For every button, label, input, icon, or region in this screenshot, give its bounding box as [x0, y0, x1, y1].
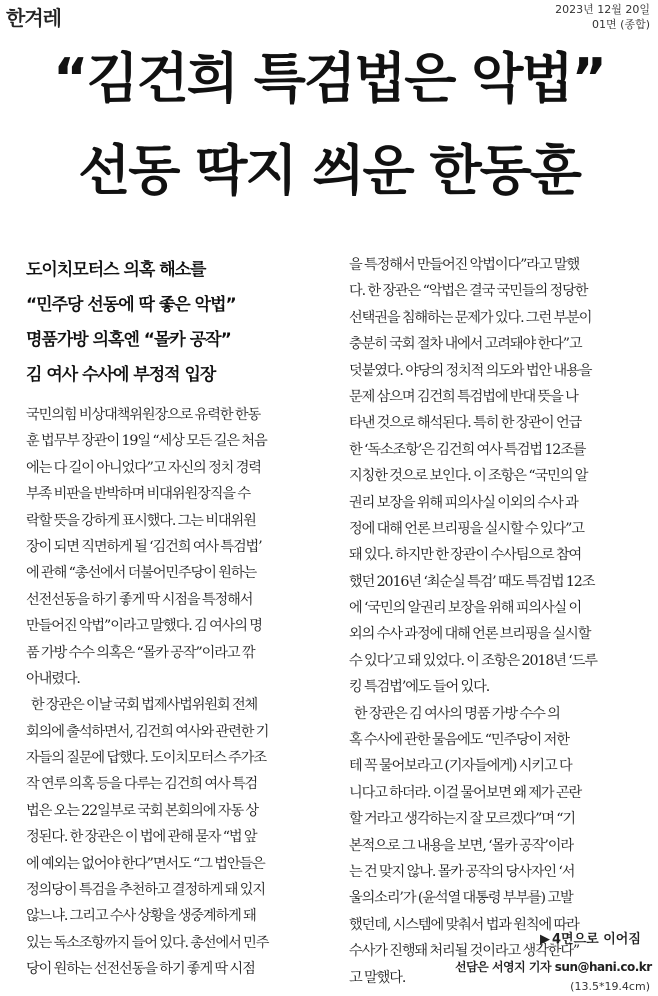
left-column: [26, 252, 326, 978]
right-body-line: 본적으로 그 내용을 보면, ‘몰카 공작’이라: [349, 837, 573, 854]
right-body-line: 지칭한 것으로 보인다. 이 조항은 “국민의 알: [349, 468, 588, 485]
left-body-line: 한 장관은 이날 국회 법제사법위원회 전체: [26, 697, 258, 714]
right-body-line: 한 ‘독소조항’은 김건희 여사 특검법 12조를: [349, 441, 586, 458]
page-section: 01면 (종합): [592, 18, 650, 31]
left-body-line: 않느냐. 그리고 수사 상황을 생중계하게 돼: [26, 908, 256, 925]
triangle-right-icon: ▶: [540, 932, 550, 947]
subhead-3: 명품가방 의혹엔 “몰카 공작”: [26, 330, 231, 350]
right-body-line: 할 거라고 생각하는지 잘 모르겠다”며 “기: [349, 811, 576, 828]
right-body-line: 선택권을 침해하는 문제가 있다. 그런 부분이: [349, 309, 592, 326]
right-body-line: 수사가 진행돼 처리될 것이라고 생각한다”: [349, 943, 580, 960]
left-body-line: 당이 원하는 선전선동을 하기 좋게 딱 시점: [26, 961, 255, 978]
right-body-line: 을 특정해서 만들어진 악법이다”라고 말했: [349, 257, 580, 273]
left-body-line: 락할 뜻을 강하게 표시했다. 그는 비대위원: [26, 512, 256, 529]
subhead-2: “민주당 선동에 딱 좋은 악법”: [26, 295, 236, 315]
right-body-line: 수 있다’고 돼 있었다. 이 조항은 2018년 ‘드루: [349, 652, 597, 669]
right-body-line: 타낸 것으로 해석된다. 특히 한 장관이 언급: [349, 415, 582, 432]
right-body-line: 정에 대해 언론 브리핑을 실시할 수 있다”고: [349, 520, 584, 537]
left-body-line: 훈 법무부 장관이 19일 “세상 모든 길은 처음: [26, 433, 267, 450]
left-body-line: 선전선동을 하기 좋게 딱 시점을 특정해서: [26, 591, 253, 608]
right-body-line: 킹 특검법’에도 들어 있다.: [349, 679, 490, 696]
headline-line-2-text: 선동 딱지 씌운 한동훈: [78, 139, 580, 202]
left-body-line: 국민의힘 비상대책위원장으로 유력한 한동: [26, 407, 261, 423]
headline-line-2: [0, 128, 658, 205]
left-body-line: 아내렸다.: [26, 670, 80, 687]
left-body-line: 에 예외는 없어야 한다”면서도 “그 법안들은: [26, 855, 265, 872]
left-body-line: 있는 독소조항까지 들어 있다. 총선에서 민주: [26, 934, 269, 951]
right-body-line: 혹 수사에 관한 물음에도 “민주당이 저한: [349, 732, 569, 749]
left-body-line: 자들의 질문에 답했다. 도이치모터스 주가조: [26, 750, 266, 767]
left-body-line: 에 관해 “총선에서 더불어민주당이 원하는: [26, 565, 257, 582]
right-body-line: 고 말했다.: [349, 969, 406, 986]
left-body-line: 작 연루 의혹 등을 다루는 김건희 여사 특검: [26, 776, 258, 793]
subhead-4: 김 여사 수사에 부정적 입장: [26, 365, 216, 385]
continuation-note: [540, 928, 641, 947]
left-body-line: 만들어진 악법”이라고 말했다. 김 여사의 명: [26, 618, 262, 635]
continuation-text: 4면으로 이어짐: [552, 932, 641, 947]
right-body-line: 외의 수사 과정에 대해 언론 브리핑을 실시할: [349, 626, 591, 643]
left-body-line: 법은 오는 22일부로 국회 본회의에 자동 상: [26, 802, 258, 819]
right-body-line: 울의소리’가 (윤석열 대통령 부부를) 고발: [349, 890, 573, 907]
subhead-1: 도이치모터스 의혹 해소를: [26, 260, 206, 280]
right-body-line: 했던데, 시스템에 맞춰서 법과 원칙에 따라: [349, 916, 579, 933]
dateline: [555, 2, 650, 32]
right-body-line: 충분히 국회 절차 내에서 고려돼야 한다”고: [349, 336, 582, 353]
masthead-logo: 한겨레: [6, 6, 61, 30]
size-note: (13.5*19.4cm): [570, 980, 650, 993]
subheads: [26, 254, 326, 392]
headline-line-1: [0, 36, 658, 113]
left-body-line: 정된다. 한 장관은 이 법에 관해 묻자 “법 앞: [26, 829, 257, 846]
right-body-line: 에 ‘국민의 알권리 보장을 위해 피의사실 이: [349, 600, 582, 617]
right-body-line: 했던 2016년 ‘최순실 특검’ 때도 특검법 12조: [349, 573, 595, 590]
right-body-line: 는 건 맞지 않나. 몰카 공작의 당사자인 ‘서: [349, 863, 575, 880]
byline: 선담은 서영지 기자 sun@hani.co.kr: [455, 960, 652, 974]
publication-date: 2023년 12월 20일: [555, 3, 650, 16]
right-body-text: [349, 252, 649, 991]
right-body-line: 문제 삼으며 김건희 특검법에 반대 뜻을 나: [349, 388, 578, 405]
right-body-line: 돼 있다. 하지만 한 장관이 수사팀으로 참여: [349, 547, 582, 564]
left-body-line: 에는 다 길이 아니었다”고 자신의 정치 경력: [26, 459, 261, 476]
right-body-line: 덧붙였다. 야당의 정치적 의도와 법안 내용을: [349, 362, 592, 379]
left-body-line: 품 가방 수수 의혹은 “몰카 공작”이라고 깎: [26, 644, 255, 661]
right-body-line: 권리 보장을 위해 피의사실 이외의 수사 과: [349, 494, 578, 511]
left-body-line: 회의에 출석하면서, 김건희 여사와 관련한 기: [26, 723, 269, 740]
right-body-line: 다. 한 장관은 “악법은 결국 국민들의 정당한: [349, 283, 588, 300]
left-body-line: 정의당이 특검을 추천하고 결정하게 돼 있지: [26, 882, 265, 899]
headline-line-1-text: “김건희 특검법은 악법”: [52, 47, 606, 110]
right-body-line: 한 장관은 김 여사의 명품 가방 수수 의: [349, 705, 560, 722]
right-body-line: 테 꼭 물어보라고 (기자들에게) 시키고 다: [349, 758, 572, 775]
left-body-line: 장이 되면 직면하게 될 ‘김건희 여사 특검법’: [26, 538, 262, 555]
right-body-line: 니다고 하더라. 이걸 물어보면 왜 제가 곤란: [349, 784, 582, 801]
left-body-line: 부족 비판을 반박하며 비대위원장직을 수: [26, 486, 250, 503]
left-body-text: [26, 402, 326, 983]
